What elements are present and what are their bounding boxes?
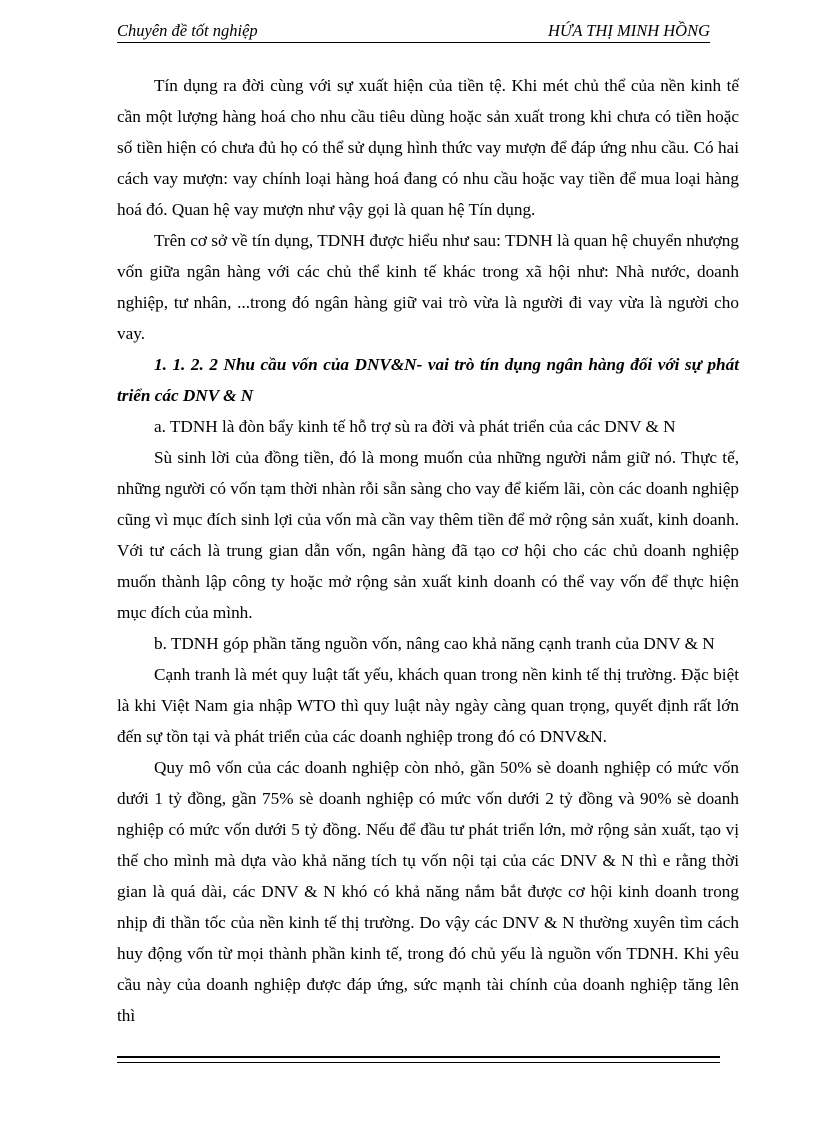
paragraph-money-profit: Sù sinh lời của đồng tiền, đó là mong muốn của những người nắm giữ nó. Thực tế, những người có vốn tạm thời nhàn rỗi sẵn sàng cho vay để kiếm lãi, còn các doanh nghiệp cũng vì mục đích sinh lợi của vốn mà cần vay thêm tiền để mở rộng sản xuất, kinh doanh. Với tư cách là trung gian dẫn vốn, ngân hàng đã tạo cơ hội cho các chủ doanh nghiệp muốn thành lập công ty hoặc mở rộng sản xuất kinh doanh có thể vay vốn để thực hiện mục đích của mình.	[117, 448, 739, 622]
paragraph-capital-scale: Quy mô vốn của các doanh nghiệp còn nhỏ, gần 50% sè doanh nghiệp có mức vốn dưới 1 tỷ đồng, gần 75% sè doanh nghiệp có mức vốn dưới 2 tỷ đồng và 90% sè doanh nghiệp có mức vốn dưới 5 tỷ đồng. Nếu để đầu tư phát triển lớn, mở rộng sản xuất, tạo vị thế cho mình mà dựa vào khả năng tích tụ vốn nội tại của các DNV & N thì e rằng thời gian là quá dài, các DNV & N khó có khả năng nắm bắt được cơ hội kinh doanh trong nhịp đi thần tốc của nền kinh tế thị trường. Do vậy các DNV & N thường xuyên tìm cách huy động vốn từ mọi thành phần kinh tế, trong đó chủ yếu là nguồn vốn TDNH. Khi yêu cầu này của doanh nghiệp được đáp ứng, sức mạnh tài chính của doanh nghiệp tăng lên thì	[117, 758, 739, 1025]
section-heading-1-1-2-2: 1. 1. 2. 2 Nhu cầu vốn của DNV&N- vai trò tín dụng ngân hàng đối với sự phát triển các DNV & N	[117, 355, 739, 405]
paragraph-tdnh-definition: Trên cơ sở về tín dụng, TDNH được hiểu như sau: TDNH là quan hệ chuyển nhượng vốn giữa ngân hàng với các chủ thể kinh tế khác trong xã hội như: Nhà nước, doanh nghiệp, tư nhân, ...trong đó ngân hàng giữ vai trò vừa là người đi vay vừa là người cho vay.	[117, 231, 739, 343]
document-body	[117, 70, 739, 1031]
paragraph-competition: Cạnh tranh là mét quy luật tất yếu, khách quan trong nền kinh tế thị trường. Đặc biệt là khi Việt Nam gia nhập WTO thì quy luật này ngày càng quan trọng, quyết định rất lớn đến sự tồn tại và phát triển của các doanh nghiệp trong đó có DNV&N.	[117, 665, 739, 746]
header-document-title: Chuyên đề tốt nghiệp	[117, 21, 258, 40]
subheading-a: a. TDNH là đòn bẩy kinh tế hỗ trợ sù ra đời và phát triển của các DNV & N	[154, 417, 676, 436]
subheading-b: b. TDNH góp phần tăng nguồn vốn, nâng cao khả năng cạnh tranh của DNV & N	[154, 634, 715, 653]
footer-divider	[117, 1056, 720, 1063]
paragraph-credit-origin: Tín dụng ra đời cùng với sự xuất hiện của tiền tệ. Khi mét chủ thể của nền kinh tế cần một lượng hàng hoá cho nhu cầu tiêu dùng hoặc sản xuất trong khi chưa có tiền hoặc số tiền hiện có chưa đủ họ có thể sử dụng hình thức vay mượn để đáp ứng nhu cầu. Có hai cách vay mượn: vay chính loại hàng hoá đang có nhu cầu hoặc vay tiền để mua loại hàng hoá đó. Quan hệ vay mượn như vậy gọi là quan hệ Tín dụng.	[117, 76, 739, 219]
header-author-name: HỨA THỊ MINH HỒNG	[547, 21, 710, 40]
page-header	[117, 20, 710, 43]
